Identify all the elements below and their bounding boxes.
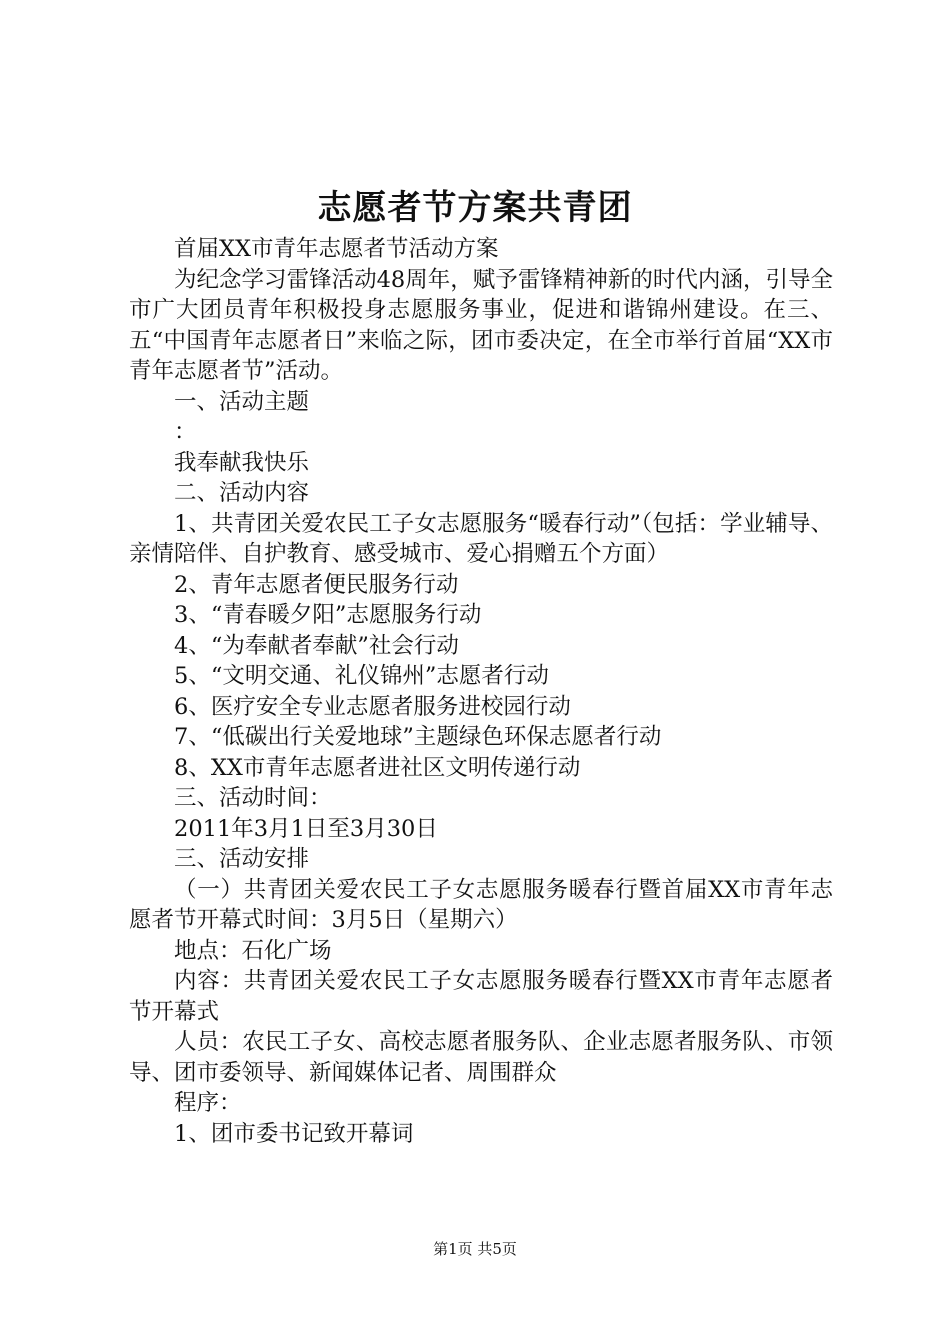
paragraph: 首届XX市青年志愿者节活动方案: [174, 236, 499, 262]
paragraph: （一）共青团关爱农民工子女志愿服务暖春行暨首届XX市青年志愿者节开幕式时间：3月5日（星期六）: [129, 876, 833, 933]
paragraph: 我奉献我快乐: [174, 449, 310, 476]
list-item: 7、“低碳出行关爱地球”主题绿色环保志愿者行动: [174, 724, 662, 750]
list-item: 2、青年志愿者便民服务行动: [174, 571, 459, 598]
document-title: 志愿者节方案共青团: [317, 188, 633, 228]
list-item: 1、团市委书记致开幕词: [174, 1120, 414, 1147]
paragraph: 为纪念学习雷锋活动48周年，赋予雷锋精神新的时代内涵，引导全市广大团员青年积极投身志愿服务事业，促进和谐锦州建设。在三、五“中国青年志愿者日”来临之际，团市委决定，在全市举行首届“XX市青年志愿者节”活动。: [129, 266, 833, 384]
list-item: 4、“为奉献者奉献”社会行动: [174, 632, 459, 659]
list-item: 1、共青团关爱农民工子女志愿服务“暖春行动”（包括：学业辅导、亲情陪伴、自护教育、感受城市、爱心捐赠五个方面）: [129, 510, 833, 567]
paragraph: 程序：: [174, 1090, 242, 1116]
section-heading: 二、活动内容: [174, 480, 310, 506]
section-heading: 一、活动主题: [174, 388, 310, 415]
paragraph: 人员：农民工子女、高校志愿者服务队、企业志愿者服务队、市领导、团市委领导、新闻媒体记者、周围群众: [129, 1029, 833, 1086]
section-heading: 三、活动安排: [174, 846, 310, 872]
section-heading: 三、活动时间：: [174, 785, 332, 811]
list-item: 8、XX市青年志愿者进社区文明传递行动: [174, 754, 581, 781]
page-number-footer: 第1页 共5页: [433, 1240, 517, 1258]
paragraph: 2011年3月1日至3月30日: [174, 815, 438, 842]
paragraph: 地点：石化广场: [174, 937, 332, 964]
paragraph: ：: [174, 419, 197, 445]
list-item: 5、“文明交通、礼仪锦州”志愿者行动: [174, 663, 549, 689]
document-body: [129, 234, 833, 1149]
list-item: 3、“青春暖夕阳”志愿服务行动: [174, 602, 482, 628]
paragraph: 内容：共青团关爱农民工子女志愿服务暖春行暨XX市青年志愿者节开幕式: [129, 968, 833, 1025]
list-item: 6、医疗安全专业志愿者服务进校园行动: [174, 693, 571, 720]
